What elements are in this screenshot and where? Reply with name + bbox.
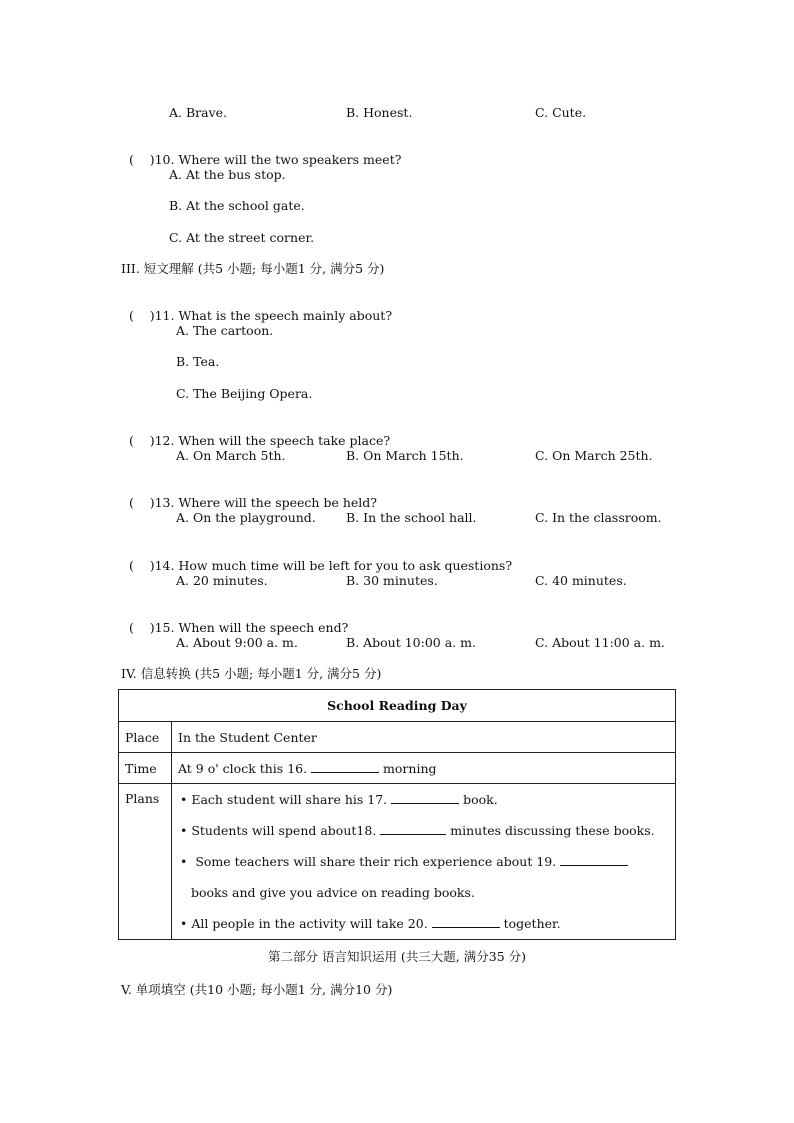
answer-paren[interactable]: ( )15. xyxy=(128,620,175,635)
question-text: Where will the speech be held? xyxy=(178,495,377,510)
q15-option-b: B. About 10:00 a. m. xyxy=(346,635,476,650)
blank-17[interactable] xyxy=(391,791,459,804)
section-heading-3: III. 短文理解 (共5 小题; 每小题1 分, 满分5 分) xyxy=(121,261,385,276)
place-label: Place xyxy=(119,722,172,753)
time-text-end: morning xyxy=(379,761,437,776)
question-11 xyxy=(121,292,392,324)
plan-item xyxy=(180,815,669,846)
q11-option-c: C. The Beijing Opera. xyxy=(176,386,313,401)
q14-option-b: B. 30 minutes. xyxy=(346,573,438,588)
time-text: At 9 o' clock this 16. xyxy=(178,761,312,776)
blank-16[interactable] xyxy=(311,760,379,773)
plan-text: • All people in the activity will take 20. xyxy=(180,916,432,931)
plan-text: • Students will spend about18. xyxy=(180,823,381,838)
answer-paren[interactable]: ( )14. xyxy=(128,558,175,573)
q11-option-a: A. The cartoon. xyxy=(176,323,274,338)
section-heading-5: V. 单项填空 (共10 小题; 每小题1 分, 满分10 分) xyxy=(121,982,393,997)
table-title: School Reading Day xyxy=(119,690,676,722)
question-14 xyxy=(121,542,512,574)
part-2-heading: 第二部分 语言知识运用 (共三大题, 满分35 分) xyxy=(267,949,527,964)
answer-paren[interactable]: ( )13. xyxy=(128,495,175,510)
question-15 xyxy=(121,604,348,636)
q9-option-a: A. Brave. xyxy=(169,105,228,120)
q10-option-b: B. At the school gate. xyxy=(169,198,305,213)
section-heading-4: IV. 信息转换 (共5 小题; 每小题1 分, 满分5 分) xyxy=(121,666,382,681)
question-text: Where will the two speakers meet? xyxy=(178,152,402,167)
time-value xyxy=(172,753,676,784)
time-label: Time xyxy=(119,753,172,784)
q13-option-c: C. In the classroom. xyxy=(535,510,662,525)
question-13 xyxy=(121,479,377,511)
q14-option-a: A. 20 minutes. xyxy=(176,573,268,588)
q15-option-c: C. About 11:00 a. m. xyxy=(535,635,665,650)
blank-18[interactable] xyxy=(380,822,446,835)
q10-option-c: C. At the street corner. xyxy=(169,230,315,245)
plan-text: book. xyxy=(459,792,498,807)
answer-paren[interactable]: ( )11. xyxy=(128,308,175,323)
question-12 xyxy=(121,417,390,449)
question-text: How much time will be left for you to ask questions? xyxy=(178,558,513,573)
plans-cell xyxy=(172,784,676,940)
q13-option-a: A. On the playground. xyxy=(176,510,316,525)
plans-label: Plans xyxy=(119,784,172,940)
question-text: When will the speech end? xyxy=(178,620,349,635)
blank-20[interactable] xyxy=(432,915,500,928)
question-text: When will the speech take place? xyxy=(178,433,391,448)
plan-item xyxy=(180,784,669,815)
question-10 xyxy=(121,136,401,168)
plan-text: together. xyxy=(499,916,561,931)
question-text: What is the speech mainly about? xyxy=(178,308,393,323)
plan-text: minutes discussing these books. xyxy=(446,823,655,838)
blank-19[interactable] xyxy=(560,853,628,866)
answer-paren[interactable]: ( )10. xyxy=(128,152,175,167)
answer-paren[interactable]: ( )12. xyxy=(128,433,175,448)
plan-text: • Each student will share his 17. xyxy=(180,792,392,807)
q9-option-c: C. Cute. xyxy=(535,105,587,120)
q14-option-c: C. 40 minutes. xyxy=(535,573,627,588)
q11-option-b: B. Tea. xyxy=(176,354,220,369)
plan-item xyxy=(180,908,669,939)
reading-day-table xyxy=(118,689,676,940)
q13-option-b: B. In the school hall. xyxy=(346,510,477,525)
q12-option-a: A. On March 5th. xyxy=(176,448,286,463)
q15-option-a: A. About 9:00 a. m. xyxy=(176,635,298,650)
plan-item xyxy=(180,846,669,877)
q9-option-b: B. Honest. xyxy=(346,105,413,120)
plan-text: • Some teachers will share their rich experience about 19. xyxy=(180,854,561,869)
place-value: In the Student Center xyxy=(172,722,676,753)
q12-option-b: B. On March 15th. xyxy=(346,448,464,463)
plan-item-continued: books and give you advice on reading books. xyxy=(191,885,475,900)
q12-option-c: C. On March 25th. xyxy=(535,448,653,463)
q10-option-a: A. At the bus stop. xyxy=(169,167,286,182)
